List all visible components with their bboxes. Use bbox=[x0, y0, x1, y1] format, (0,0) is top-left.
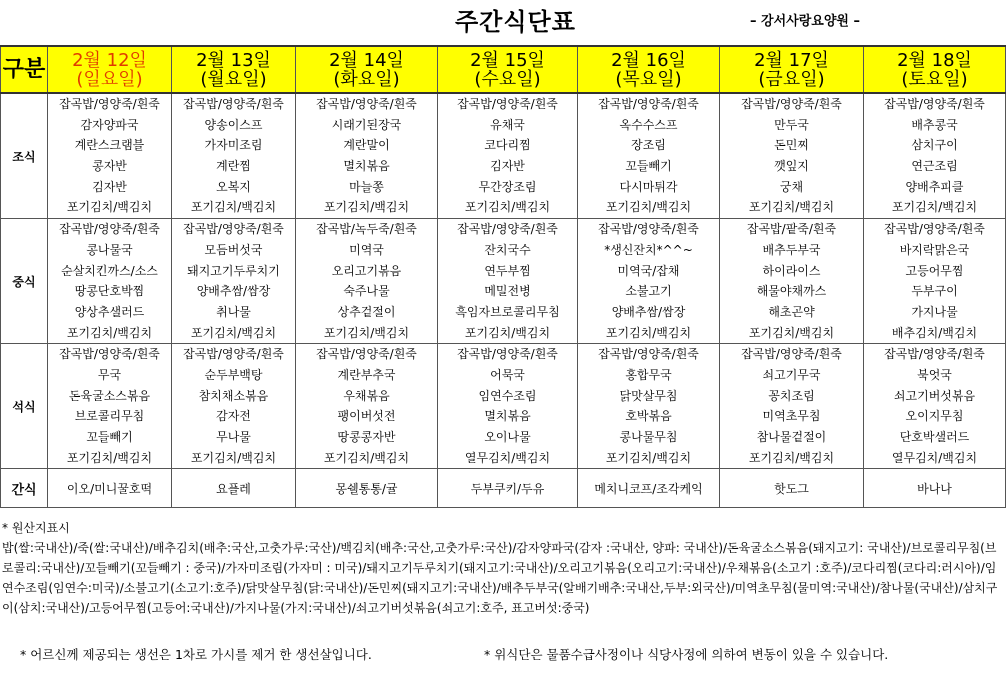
menu-item: 포기김치/백김치 bbox=[464, 200, 551, 215]
snack-cell: 두부쿠키/두유 bbox=[438, 469, 578, 508]
snack-cell: 이오/미니꿀호떡 bbox=[48, 469, 172, 508]
menu-item: 참나물겉절이 bbox=[756, 430, 827, 444]
menu-item: 무나물 bbox=[216, 430, 251, 444]
menu-item: 장조림 bbox=[631, 138, 666, 153]
day-header bbox=[578, 46, 720, 93]
weekly-menu-table bbox=[0, 45, 1006, 508]
menu-item: 어묵국 bbox=[490, 367, 525, 382]
snack-label: 간식 bbox=[1, 469, 48, 508]
menu-item: 소불고기 bbox=[625, 284, 672, 299]
menu-item: 모듬버섯국 bbox=[204, 242, 263, 257]
day-header bbox=[864, 46, 1006, 93]
menu-item: 만두국 bbox=[774, 117, 809, 132]
menu-item: 유채국 bbox=[490, 117, 525, 132]
menu-item: 바지락맑은국 bbox=[899, 242, 970, 257]
menu-item: 순살치킨까스/소스 bbox=[61, 263, 158, 278]
menu-item: 잡곡밥/영양죽/흰죽 bbox=[59, 222, 160, 237]
menu-item: 포기김치/백김치 bbox=[891, 200, 978, 215]
menu-item: 오복지 bbox=[216, 179, 251, 194]
menu-item: 잡곡밥/영양죽/흰죽 bbox=[183, 222, 284, 237]
menu-item: 미역초무침 bbox=[762, 409, 821, 424]
menu-item: 포기김치/백김치 bbox=[323, 450, 410, 465]
meal-cell bbox=[48, 344, 172, 469]
day-header bbox=[720, 46, 864, 93]
menu-item: 잡곡밥/영양죽/흰죽 bbox=[741, 347, 842, 362]
meal-cell bbox=[864, 344, 1006, 469]
menu-item: 상추겉절이 bbox=[337, 304, 396, 319]
menu-item: 옥수수스프 bbox=[619, 117, 678, 132]
meal-label: 중식 bbox=[1, 219, 48, 344]
menu-item: 연근조림 bbox=[911, 159, 958, 174]
menu-item: 숙주나물 bbox=[343, 284, 390, 299]
snack-cell: 요플레 bbox=[172, 469, 296, 508]
menu-item: 멸치볶음 bbox=[484, 409, 531, 424]
menu-item: 쇠고기무국 bbox=[762, 367, 821, 382]
menu-item: 포기김치/백김치 bbox=[66, 450, 153, 465]
menu-item: 삼치구이 bbox=[911, 138, 958, 153]
menu-item: 감자양파국 bbox=[80, 117, 139, 132]
menu-item: 잡곡밥/영양죽/흰죽 bbox=[457, 347, 558, 362]
day-date: 2월 12일 bbox=[72, 49, 147, 71]
meal-cell bbox=[172, 219, 296, 344]
menu-item: 포기김치/백김치 bbox=[323, 325, 410, 340]
menu-item: 임연수조림 bbox=[478, 388, 537, 403]
menu-item: 계란스크램블 bbox=[74, 138, 145, 153]
menu-item: 닭맛살무침 bbox=[619, 388, 678, 403]
menu-item: 계란찜 bbox=[216, 159, 251, 174]
menu-item: 포기김치/백김치 bbox=[323, 200, 410, 215]
menu-item: 배추김치/백김치 bbox=[891, 325, 978, 340]
menu-item: 해초곤약 bbox=[768, 304, 815, 319]
menu-item: 잡곡밥/영양죽/흰죽 bbox=[598, 97, 699, 111]
menu-item: 포기김치/백김치 bbox=[605, 325, 692, 340]
menu-item: 양상추샐러드 bbox=[74, 304, 145, 319]
menu-item: 잡곡밥/영양죽/흰죽 bbox=[59, 347, 160, 362]
menu-item: 돼지고기두루치기 bbox=[187, 263, 280, 278]
menu-item: 북엇국 bbox=[917, 367, 952, 382]
menu-item: 메밀전병 bbox=[484, 284, 531, 299]
day-weekday: (금요일) bbox=[758, 68, 825, 90]
menu-item: 잡곡밥/영양죽/흰죽 bbox=[457, 222, 558, 237]
menu-item: 포기김치/백김치 bbox=[605, 200, 692, 215]
menu-item: 잔치국수 bbox=[484, 242, 531, 257]
meal-cell bbox=[720, 219, 864, 344]
page-title: 주간식단표 bbox=[455, 8, 576, 36]
menu-item: 배추콩국 bbox=[911, 117, 958, 132]
menu-item: 흑임자브로콜리무침 bbox=[455, 304, 560, 319]
day-weekday: (화요일) bbox=[333, 68, 400, 90]
menu-item: 코다리찜 bbox=[484, 138, 531, 153]
meal-cell bbox=[172, 344, 296, 469]
menu-item: 가자미조림 bbox=[204, 138, 263, 153]
menu-item: 고등어무찜 bbox=[905, 263, 964, 278]
menu-item: 열무김치/백김치 bbox=[891, 450, 978, 465]
menu-item: 우채볶음 bbox=[343, 388, 390, 403]
menu-item: 땅콩단호박찜 bbox=[74, 284, 145, 299]
meal-cell bbox=[172, 93, 296, 219]
menu-item: 오이나물 bbox=[484, 430, 531, 444]
menu-item: 포기김치/백김치 bbox=[748, 325, 835, 340]
menu-item: 포기김치/백김치 bbox=[66, 200, 153, 215]
snack-cell: 몽쉘통통/귤 bbox=[296, 469, 438, 508]
menu-item: 김자반 bbox=[92, 179, 127, 194]
day-weekday: (토요일) bbox=[901, 68, 968, 90]
menu-item: 팽이버섯전 bbox=[337, 409, 396, 424]
menu-item: 돈육굴소스볶음 bbox=[68, 388, 151, 403]
menu-item: 감자전 bbox=[216, 409, 251, 424]
day-weekday: (목요일) bbox=[615, 68, 682, 90]
menu-item: 잡곡밥/영양죽/흰죽 bbox=[741, 97, 842, 111]
menu-item: 계란말이 bbox=[343, 138, 390, 153]
day-date: 2월 18일 bbox=[897, 49, 972, 71]
day-header bbox=[296, 46, 438, 93]
day-header bbox=[172, 46, 296, 93]
footnote-change: * 위식단은 물품수급사정이나 식당사정에 의하여 변동이 있을 수 있습니다. bbox=[484, 647, 889, 662]
menu-item: 콩자반 bbox=[92, 159, 127, 174]
meal-cell bbox=[578, 344, 720, 469]
snack-cell: 바나나 bbox=[864, 469, 1006, 508]
menu-item: 잡곡밥/영양죽/흰죽 bbox=[183, 347, 284, 362]
menu-item: 순두부백탕 bbox=[204, 367, 263, 382]
menu-item: 계란부추국 bbox=[337, 367, 396, 382]
menu-item: 무국 bbox=[97, 367, 122, 382]
day-weekday: (일요일) bbox=[76, 68, 143, 90]
day-date: 2월 14일 bbox=[329, 49, 404, 71]
menu-item: 가지나물 bbox=[911, 304, 958, 319]
footnote-fish: * 어르신께 제공되는 생선은 1차로 가시를 제거 한 생선살입니다. bbox=[20, 647, 372, 662]
menu-item: 연두부찜 bbox=[484, 263, 531, 278]
menu-item: 호박볶음 bbox=[625, 409, 672, 424]
menu-item: 잡곡밥/영양죽/흰죽 bbox=[884, 97, 985, 111]
menu-item: 잡곡밥/영양죽/흰죽 bbox=[884, 347, 985, 362]
menu-item: 콩나물국 bbox=[86, 242, 133, 257]
meal-cell bbox=[296, 344, 438, 469]
menu-item: 브로콜리무침 bbox=[74, 409, 145, 424]
day-weekday: (수요일) bbox=[474, 68, 541, 90]
menu-item: 취나물 bbox=[216, 304, 251, 319]
day-date: 2월 13일 bbox=[196, 49, 271, 71]
menu-item: 땅콩콩자반 bbox=[337, 430, 396, 444]
menu-item: 잡곡밥/팥죽/흰죽 bbox=[746, 222, 837, 237]
menu-item: 잡곡밥/영양죽/흰죽 bbox=[598, 222, 699, 237]
menu-item: 멸치볶음 bbox=[343, 159, 390, 174]
menu-item: 해물야채까스 bbox=[756, 284, 827, 299]
menu-item: 꼬들빼기 bbox=[625, 159, 672, 174]
meal-cell bbox=[864, 219, 1006, 344]
menu-item: 홍합무국 bbox=[625, 367, 672, 382]
menu-item: 두부구이 bbox=[911, 284, 958, 299]
snack-cell: 핫도그 bbox=[720, 469, 864, 508]
menu-item: 오리고기볶음 bbox=[331, 263, 402, 278]
meal-cell bbox=[438, 219, 578, 344]
meal-label: 석식 bbox=[1, 344, 48, 469]
menu-item: 포기김치/백김치 bbox=[605, 450, 692, 465]
meal-cell bbox=[438, 344, 578, 469]
origin-heading: * 원산지표시 bbox=[2, 521, 70, 535]
menu-item: 김자반 bbox=[490, 159, 525, 174]
meal-cell bbox=[296, 219, 438, 344]
meal-cell bbox=[720, 344, 864, 469]
menu-item: 오이지무침 bbox=[905, 409, 964, 424]
day-date: 2월 16일 bbox=[611, 49, 686, 71]
meal-cell bbox=[578, 93, 720, 219]
menu-item: 잡곡밥/녹두죽/흰죽 bbox=[316, 222, 417, 237]
menu-item: 잡곡밥/영양죽/흰죽 bbox=[183, 97, 284, 111]
snack-cell: 메치니코프/조각케익 bbox=[578, 469, 720, 508]
menu-item: 잡곡밥/영양죽/흰죽 bbox=[316, 347, 417, 362]
day-header bbox=[438, 46, 578, 93]
menu-item: 포기김치/백김치 bbox=[190, 200, 277, 215]
menu-item: 하이라이스 bbox=[762, 263, 821, 278]
menu-item: 다시마튀각 bbox=[619, 179, 678, 194]
menu-item: 잡곡밥/영양죽/흰죽 bbox=[598, 347, 699, 362]
day-header bbox=[48, 46, 172, 93]
menu-item: 포기김치/백김치 bbox=[66, 325, 153, 340]
menu-item: 포기김치/백김치 bbox=[464, 325, 551, 340]
menu-item: 쇠고기버섯볶음 bbox=[893, 388, 976, 403]
menu-item: 돈민찌 bbox=[774, 138, 809, 153]
origin-notes bbox=[0, 518, 1002, 618]
corner-label: 구분 bbox=[1, 46, 48, 93]
day-date: 2월 15일 bbox=[470, 49, 545, 71]
menu-item: *생신잔치*^^~ bbox=[604, 242, 693, 257]
meal-cell bbox=[48, 93, 172, 219]
menu-item: 무간장조림 bbox=[478, 179, 537, 194]
menu-item: 미역국/잡채 bbox=[617, 263, 680, 278]
menu-item: 양송이스프 bbox=[204, 117, 263, 132]
menu-item: 열무김치/백김치 bbox=[464, 450, 551, 465]
menu-item: 꽁치조림 bbox=[768, 388, 815, 403]
menu-item: 미역국 bbox=[349, 242, 384, 257]
meal-cell bbox=[864, 93, 1006, 219]
menu-item: 콩나물무침 bbox=[619, 430, 678, 444]
day-date: 2월 17일 bbox=[754, 49, 829, 71]
day-weekday: (월요일) bbox=[200, 68, 267, 90]
menu-item: 포기김치/백김치 bbox=[190, 450, 277, 465]
meal-cell bbox=[720, 93, 864, 219]
menu-item: 시래기된장국 bbox=[331, 117, 402, 132]
meal-cell bbox=[578, 219, 720, 344]
menu-item: 마늘쫑 bbox=[349, 179, 384, 194]
menu-item: 궁채 bbox=[779, 179, 804, 194]
menu-item: 잡곡밥/영양죽/흰죽 bbox=[457, 97, 558, 111]
meal-cell bbox=[296, 93, 438, 219]
menu-item: 포기김치/백김치 bbox=[748, 450, 835, 465]
menu-item: 참치채소볶음 bbox=[198, 388, 269, 403]
menu-item: 배추두부국 bbox=[762, 242, 821, 257]
menu-item: 잡곡밥/영양죽/흰죽 bbox=[884, 222, 985, 237]
menu-item: 잡곡밥/영양죽/흰죽 bbox=[316, 97, 417, 111]
menu-item: 잡곡밥/영양죽/흰죽 bbox=[59, 97, 160, 111]
menu-item: 양배추피클 bbox=[905, 179, 964, 194]
meal-cell bbox=[438, 93, 578, 219]
menu-item: 깻잎지 bbox=[774, 159, 809, 174]
origin-text: 밥(쌀:국내산)/죽(쌀:국내산)/배추김치(배추:국산,고춧가루:국산)/백김치(배추:국산,고춧가루:국산)/감자양파국(감자 :국내산, 양파: 국내산)/돈육굴소스볶음(돼지고기: 국내산)/브로콜리무침(브로콜리:국내산)/꼬들빼기(꼬들빼기 : 중국)/가자미조림(가자미 : 미국)/돼지고기두루치기(돼지고기:국내산)/오리고기볶음(오리고기:국내산)/우채볶음(소고기 :호주)/코다리찜(코다리:러시아)/임연수조림(임연수:미국)/소불고기(소고기:호주)/닭맛살무침(닭:국내산)/돈민찌(돼지고기:국내산)/배추두부국(알배기배추:국내산,두부:외국산)/미역초무침(물미역:국내산)/참나물(국내산)/삼치구이(삼치:국내산)/고등어무찜(고등어:국내산)/가지나물(가지:국내산)/쇠고기버섯볶음(쇠고기:호주, 표고버섯:중국) bbox=[2, 541, 998, 615]
menu-item: 꼬들빼기 bbox=[86, 430, 133, 444]
menu-item: 단호박샐러드 bbox=[899, 430, 970, 444]
menu-item: 양배추쌈/쌈장 bbox=[611, 304, 686, 319]
meal-cell bbox=[48, 219, 172, 344]
menu-item: 포기김치/백김치 bbox=[190, 325, 277, 340]
facility-name: – 강서사랑요양원 – bbox=[750, 14, 860, 29]
menu-item: 양배추쌈/쌈장 bbox=[196, 284, 271, 299]
menu-item: 포기김치/백김치 bbox=[748, 200, 835, 215]
meal-label: 조식 bbox=[1, 93, 48, 219]
